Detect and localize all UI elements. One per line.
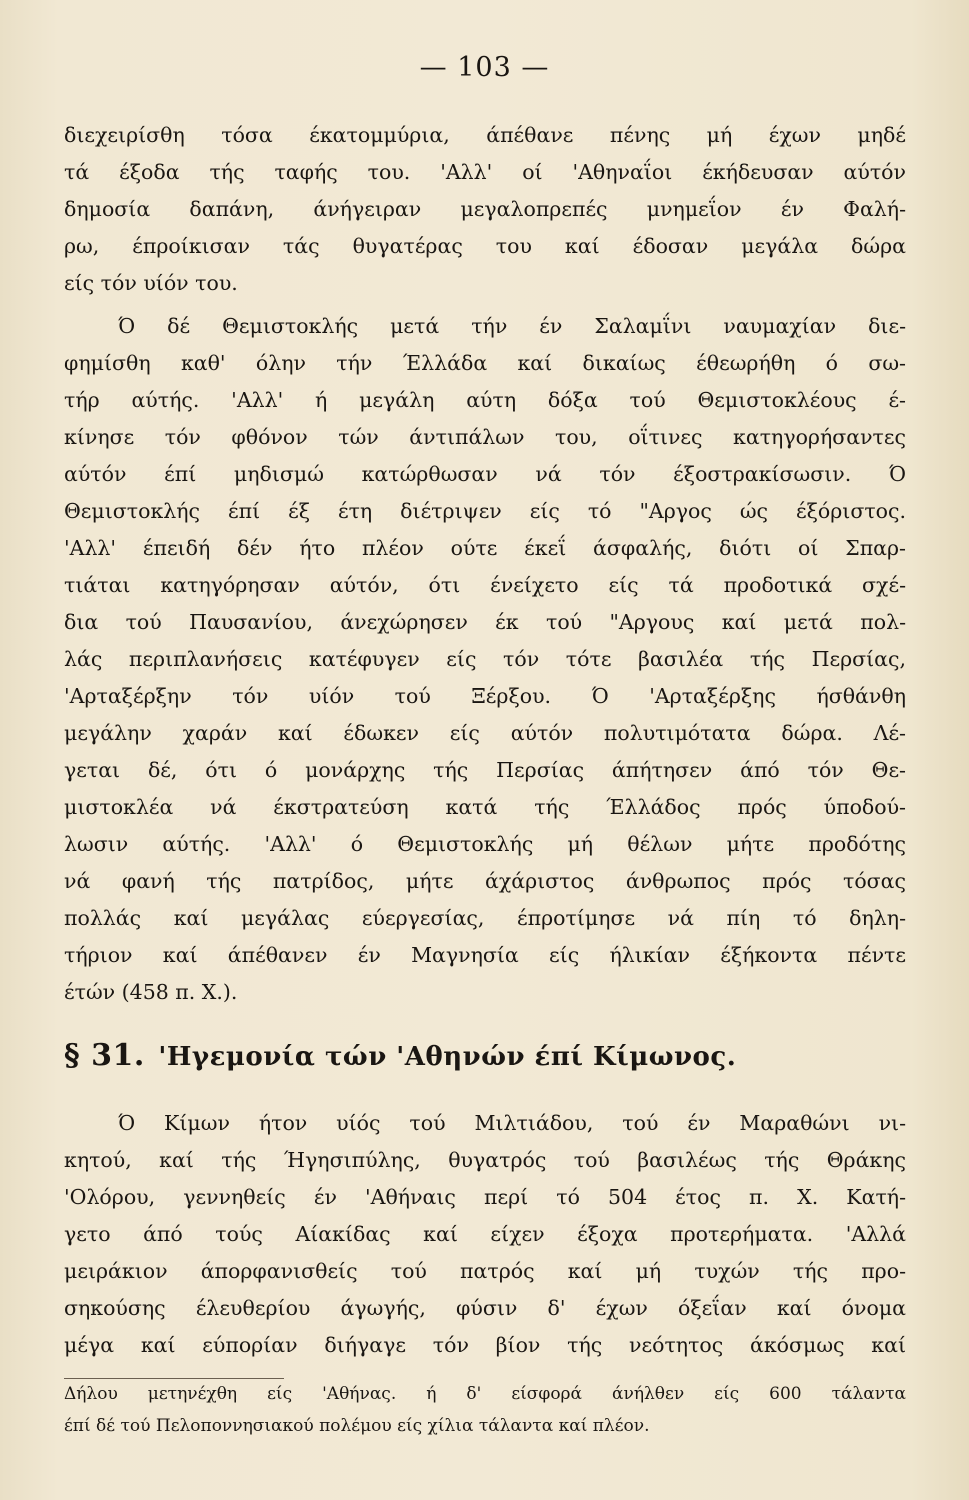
section-heading	[64, 1034, 906, 1078]
text-line: είς τόν υίόν του.	[64, 271, 238, 295]
section-number: § 31.	[64, 1038, 145, 1073]
text-line: μέγα καί εύπορίαν διήγαγε τόν βίον τής νεότητος άκόσμως καί	[64, 1333, 906, 1357]
text-line: τά έξοδα τής ταφής του. 'Αλλ' οί 'Αθηναΐοι έκήδευσαν αύτόν	[64, 160, 906, 184]
text-line: Ό Κίμων ήτον υίός τού Μιλτιάδου, τού έν Μαραθώνι νι-	[118, 1111, 906, 1135]
text-line: Ό δέ Θεμιστοκλής μετά τήν έν Σαλαμΐνι ναυμαχίαν διε-	[118, 314, 906, 338]
text-line: κητού, καί τής Ήγησιπύλης, θυγατρός τού βασιλέως τής Θράκης	[64, 1148, 906, 1172]
text-line: πολλάς καί μεγάλας εύεργεσίας, έπροτίμησε νά πίη τό δηλη-	[64, 906, 906, 930]
text-line: ρω, έπροίκισαν τάς θυγατέρας του καί έδοσαν μεγάλα δώρα	[64, 234, 906, 258]
text-line: τήριον καί άπέθανεν έν Μαγνησία είς ήλικίαν έξήκοντα πέντε	[64, 943, 906, 967]
text-line: μειράκιον άπορφανισθείς τού πατρός καί μή τυχών τής προ-	[64, 1259, 906, 1283]
text-line: μιστοκλέα νά έκστρατεύση κατά τής Έλλάδος πρός ύποδού-	[64, 795, 906, 819]
text-line: νά φανή τής πατρίδος, μήτε άχάριστος άνθρωπος πρός τόσας	[64, 869, 906, 893]
paragraph-3	[64, 1105, 906, 1364]
text-line: λωσιν αύτής. 'Αλλ' ό Θεμιστοκλής μή θέλων μήτε προδότης	[64, 832, 906, 856]
footnote-line: Δήλου μετηνέχθη είς 'Αθήνας. ή δ' είσφορά άνήλθεν είς 600 τάλαντα	[64, 1384, 906, 1404]
text-line: τιάται κατηγόρησαν αύτόν, ότι ένείχετο είς τά προδοτικά σχέ-	[64, 573, 906, 597]
text-line: γεται δέ, ότι ό μονάρχης τής Περσίας άπήτησεν άπό τόν Θε-	[64, 758, 906, 782]
footnote	[64, 1378, 906, 1442]
text-line: διεχειρίσθη τόσα έκατομμύρια, άπέθανε πένης μή έχων μηδέ	[64, 123, 906, 147]
paragraph-1	[64, 117, 906, 302]
text-line: γετο άπό τούς Αίακίδας καί είχεν έξοχα προτερήματα. 'Αλλά	[64, 1222, 906, 1246]
text-line: τήρ αύτής. 'Αλλ' ή μεγάλη αύτη δόξα τού Θεμιστοκλέους έ-	[64, 388, 906, 412]
footnote-line: έπί δέ τού Πελοποννησιακού πολέμου είς χίλια τάλαντα καί πλέον.	[64, 1416, 650, 1436]
text-line: αύτόν έπί μηδισμώ κατώρθωσαν νά τόν έξοστρακίσωσιν. Ό	[64, 462, 906, 486]
text-line: σηκούσης έλευθερίου άγωγής, φύσιν δ' έχων όξεΐαν καί όνομα	[64, 1296, 906, 1320]
text-line: 'Αρταξέρξην τόν υίόν τού Ξέρξου. Ό 'Αρταξέρξης ήσθάνθη	[64, 684, 906, 708]
text-line: φημίσθη καθ' όλην τήν Έλλάδα καί δικαίως έθεωρήθη ό σω-	[64, 351, 906, 375]
text-line: Θεμιστοκλής έπί έξ έτη διέτριψεν είς τό "Αργος ώς έξόριστος.	[64, 499, 906, 523]
text-line: 'Αλλ' έπειδή δέν ήτο πλέον ούτε έκεΐ άσφαλής, διότι οί Σπαρ-	[64, 536, 906, 560]
text-line: λάς περιπλανήσεις κατέφυγεν είς τόν τότε βασιλέα τής Περσίας,	[64, 647, 906, 671]
text-line: 'Ολόρου, γεννηθείς έν 'Αθήναις περί τό 504 έτος π. Χ. Κατή-	[64, 1185, 906, 1209]
section-title: 'Ηγεμονία τών 'Αθηνών έπί Κίμωνος.	[158, 1042, 737, 1072]
text-line: κίνησε τόν φθόνον τών άντιπάλων του, οΐτινες κατηγορήσαντες	[64, 425, 906, 449]
text-line: δια τού Παυσανίου, άνεχώρησεν έκ τού "Αργους καί μετά πολ-	[64, 610, 906, 634]
text-line: μεγάλην χαράν καί έδωκεν είς αύτόν πολυτιμότατα δώρα. Λέ-	[64, 721, 906, 745]
text-line: δημοσία δαπάνη, άνήγειραν μεγαλοπρεπές μνημεΐον έν Φαλή-	[64, 197, 906, 221]
text-line: έτών (458 π. Χ.).	[64, 980, 238, 1004]
page-number: — 103 —	[419, 52, 550, 83]
paragraph-2	[64, 308, 906, 1011]
